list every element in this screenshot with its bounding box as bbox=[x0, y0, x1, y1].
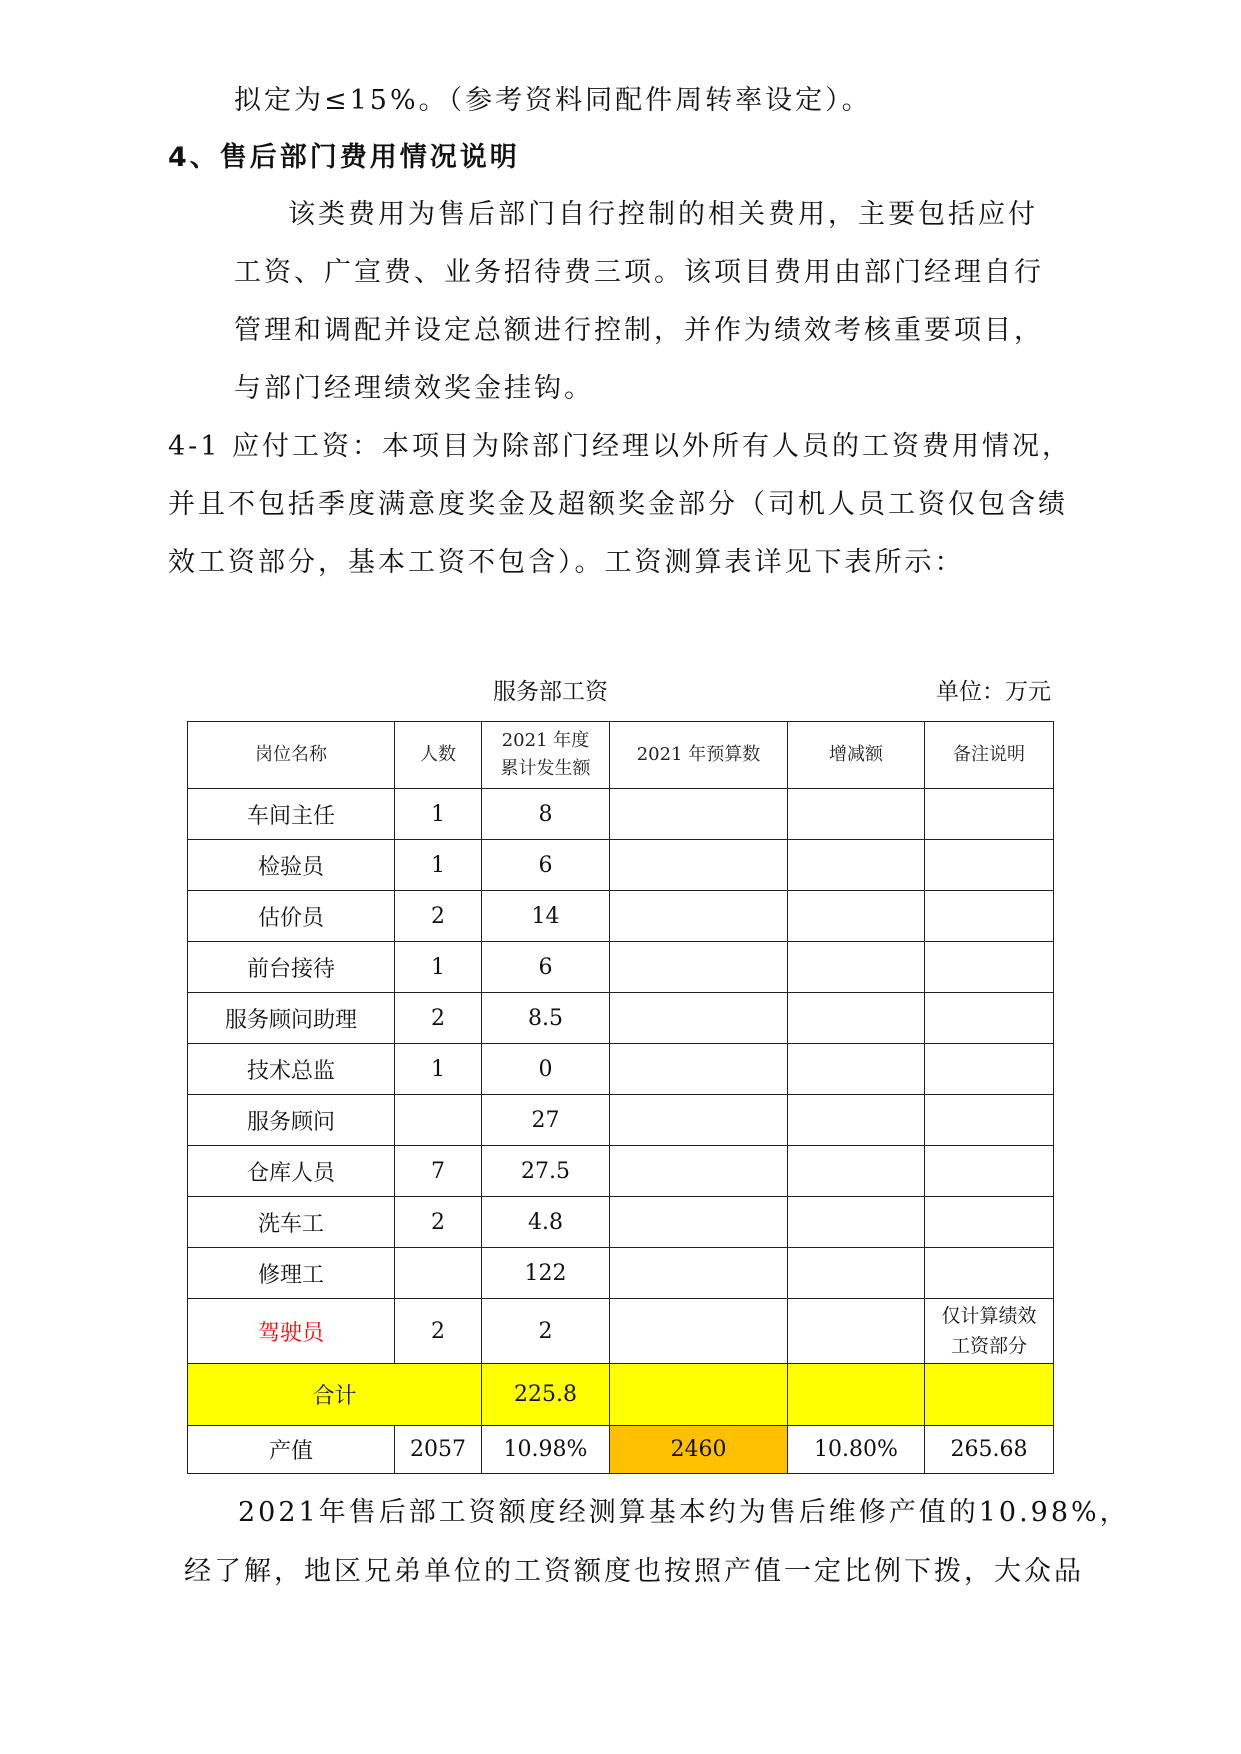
subsection-paragraph-line: 效工资部分，基本工资不包含）。工资测算表详见下表所示： bbox=[168, 547, 965, 578]
note-cell bbox=[925, 840, 1054, 891]
table-row bbox=[188, 993, 1054, 1044]
note-cell bbox=[925, 1095, 1054, 1146]
table-row bbox=[188, 1095, 1054, 1146]
accumulated-cell: 14 bbox=[482, 891, 610, 942]
budget-cell bbox=[610, 1044, 788, 1095]
accumulated-cell: 8.5 bbox=[482, 993, 610, 1044]
note-line: 仅计算绩效 bbox=[941, 1305, 1037, 1327]
budget-cell bbox=[610, 993, 788, 1044]
salary-table bbox=[187, 721, 1054, 1474]
position-cell: 服务顾问助理 bbox=[188, 993, 395, 1044]
conclusion-paragraph-line: 经了解，地区兄弟单位的工资额度也按照产值一定比例下拨，大众品 bbox=[184, 1556, 1084, 1587]
section-paragraph-line: 与部门经理绩效奖金挂钩。 bbox=[234, 373, 594, 404]
budget-cell bbox=[610, 891, 788, 942]
conclusion-paragraph-line: 2021年售后部工资额度经测算基本约为售后维修产值的10.98%， bbox=[238, 1497, 1130, 1528]
accumulated-cell: 6 bbox=[482, 840, 610, 891]
change-cell bbox=[788, 993, 925, 1044]
table-row bbox=[188, 1146, 1054, 1197]
total-accumulated: 225.8 bbox=[482, 1364, 610, 1426]
accumulated-cell: 27.5 bbox=[482, 1146, 610, 1197]
budget-cell bbox=[610, 1146, 788, 1197]
count-cell: 2 bbox=[395, 891, 482, 942]
table-row bbox=[188, 891, 1054, 942]
header-position: 岗位名称 bbox=[188, 722, 395, 789]
accumulated-cell: 6 bbox=[482, 942, 610, 993]
change-cell bbox=[788, 891, 925, 942]
position-cell: 洗车工 bbox=[188, 1197, 395, 1248]
accumulated-cell: 4.8 bbox=[482, 1197, 610, 1248]
budget-cell bbox=[610, 1299, 788, 1364]
table-title: 服务部工资 bbox=[493, 679, 608, 705]
total-label: 合计 bbox=[188, 1364, 482, 1426]
accumulated-cell: 2 bbox=[482, 1299, 610, 1364]
header-budget: 2021 年预算数 bbox=[610, 722, 788, 789]
count-cell: 2 bbox=[395, 1197, 482, 1248]
section-paragraph-line: 管理和调配并设定总额进行控制，并作为绩效考核重要项目， bbox=[234, 315, 1044, 346]
section-heading: 4、售后部门费用情况说明 bbox=[168, 142, 520, 173]
position-cell: 估价员 bbox=[188, 891, 395, 942]
output-cell: 2460 bbox=[610, 1426, 788, 1474]
count-cell: 1 bbox=[395, 1044, 482, 1095]
count-cell: 1 bbox=[395, 942, 482, 993]
accumulated-cell: 27 bbox=[482, 1095, 610, 1146]
position-cell: 检验员 bbox=[188, 840, 395, 891]
intro-tail-text: 拟定为≤15%。（参考资料同配件周转率设定）。 bbox=[234, 85, 872, 116]
header-count: 人数 bbox=[395, 722, 482, 789]
position-cell: 驾驶员 bbox=[188, 1299, 395, 1364]
budget-cell bbox=[610, 942, 788, 993]
header-accumulated bbox=[482, 722, 610, 789]
accumulated-cell: 0 bbox=[482, 1044, 610, 1095]
change-cell bbox=[788, 942, 925, 993]
header-note: 备注说明 bbox=[925, 722, 1054, 789]
change-cell bbox=[788, 1095, 925, 1146]
total-note bbox=[925, 1364, 1054, 1426]
count-cell: 1 bbox=[395, 789, 482, 840]
change-cell bbox=[788, 1146, 925, 1197]
change-cell bbox=[788, 1248, 925, 1299]
total-row bbox=[188, 1364, 1054, 1426]
budget-cell bbox=[610, 1095, 788, 1146]
note-cell bbox=[925, 993, 1054, 1044]
note-cell bbox=[925, 1146, 1054, 1197]
section-paragraph-line: 该类费用为售后部门自行控制的相关费用，主要包括应付 bbox=[288, 199, 1038, 230]
table-row bbox=[188, 942, 1054, 993]
output-cell: 10.80% bbox=[788, 1426, 925, 1474]
note-cell bbox=[925, 942, 1054, 993]
header-accumulated-line1: 2021 年度 bbox=[501, 730, 590, 751]
table-row bbox=[188, 1299, 1054, 1364]
note-line: 工资部分 bbox=[950, 1335, 1027, 1357]
change-cell bbox=[788, 1299, 925, 1364]
output-value-row bbox=[188, 1426, 1054, 1474]
position-cell: 技术总监 bbox=[188, 1044, 395, 1095]
count-cell: 1 bbox=[395, 840, 482, 891]
budget-cell bbox=[610, 840, 788, 891]
position-cell: 仓库人员 bbox=[188, 1146, 395, 1197]
change-cell bbox=[788, 840, 925, 891]
note-cell bbox=[925, 891, 1054, 942]
table-row bbox=[188, 1248, 1054, 1299]
note-cell bbox=[925, 1044, 1054, 1095]
note-cell bbox=[925, 789, 1054, 840]
note-cell bbox=[925, 1299, 1054, 1364]
note-cell bbox=[925, 1197, 1054, 1248]
output-cell: 10.98% bbox=[482, 1426, 610, 1474]
output-cell: 2057 bbox=[395, 1426, 482, 1474]
count-cell: 2 bbox=[395, 1299, 482, 1364]
table-row bbox=[188, 1197, 1054, 1248]
note-cell bbox=[925, 1248, 1054, 1299]
change-cell bbox=[788, 1197, 925, 1248]
count-cell bbox=[395, 1248, 482, 1299]
output-cell: 265.68 bbox=[925, 1426, 1054, 1474]
subsection-paragraph-line: 并且不包括季度满意度奖金及超额奖金部分（司机人员工资仅包含绩 bbox=[168, 489, 1068, 520]
accumulated-cell: 8 bbox=[482, 789, 610, 840]
budget-cell bbox=[610, 1197, 788, 1248]
budget-cell bbox=[610, 1248, 788, 1299]
header-change: 增减额 bbox=[788, 722, 925, 789]
count-cell: 2 bbox=[395, 993, 482, 1044]
position-cell: 修理工 bbox=[188, 1248, 395, 1299]
table-header-row bbox=[188, 722, 1054, 789]
change-cell bbox=[788, 789, 925, 840]
table-row bbox=[188, 789, 1054, 840]
count-cell bbox=[395, 1095, 482, 1146]
total-budget bbox=[610, 1364, 788, 1426]
total-change bbox=[788, 1364, 925, 1426]
table-row bbox=[188, 1044, 1054, 1095]
table-unit: 单位：万元 bbox=[936, 679, 1051, 705]
position-cell: 前台接待 bbox=[188, 942, 395, 993]
table-row bbox=[188, 840, 1054, 891]
section-paragraph-line: 工资、广宣费、业务招待费三项。该项目费用由部门经理自行 bbox=[234, 257, 1044, 288]
header-accumulated-line2: 累计发生额 bbox=[500, 758, 591, 779]
budget-cell bbox=[610, 789, 788, 840]
subsection-paragraph-line: 4-1 应付工资：本项目为除部门经理以外所有人员的工资费用情况， bbox=[168, 431, 1073, 462]
position-cell: 服务顾问 bbox=[188, 1095, 395, 1146]
position-cell: 车间主任 bbox=[188, 789, 395, 840]
output-label: 产值 bbox=[188, 1426, 395, 1474]
accumulated-cell: 122 bbox=[482, 1248, 610, 1299]
change-cell bbox=[788, 1044, 925, 1095]
count-cell: 7 bbox=[395, 1146, 482, 1197]
